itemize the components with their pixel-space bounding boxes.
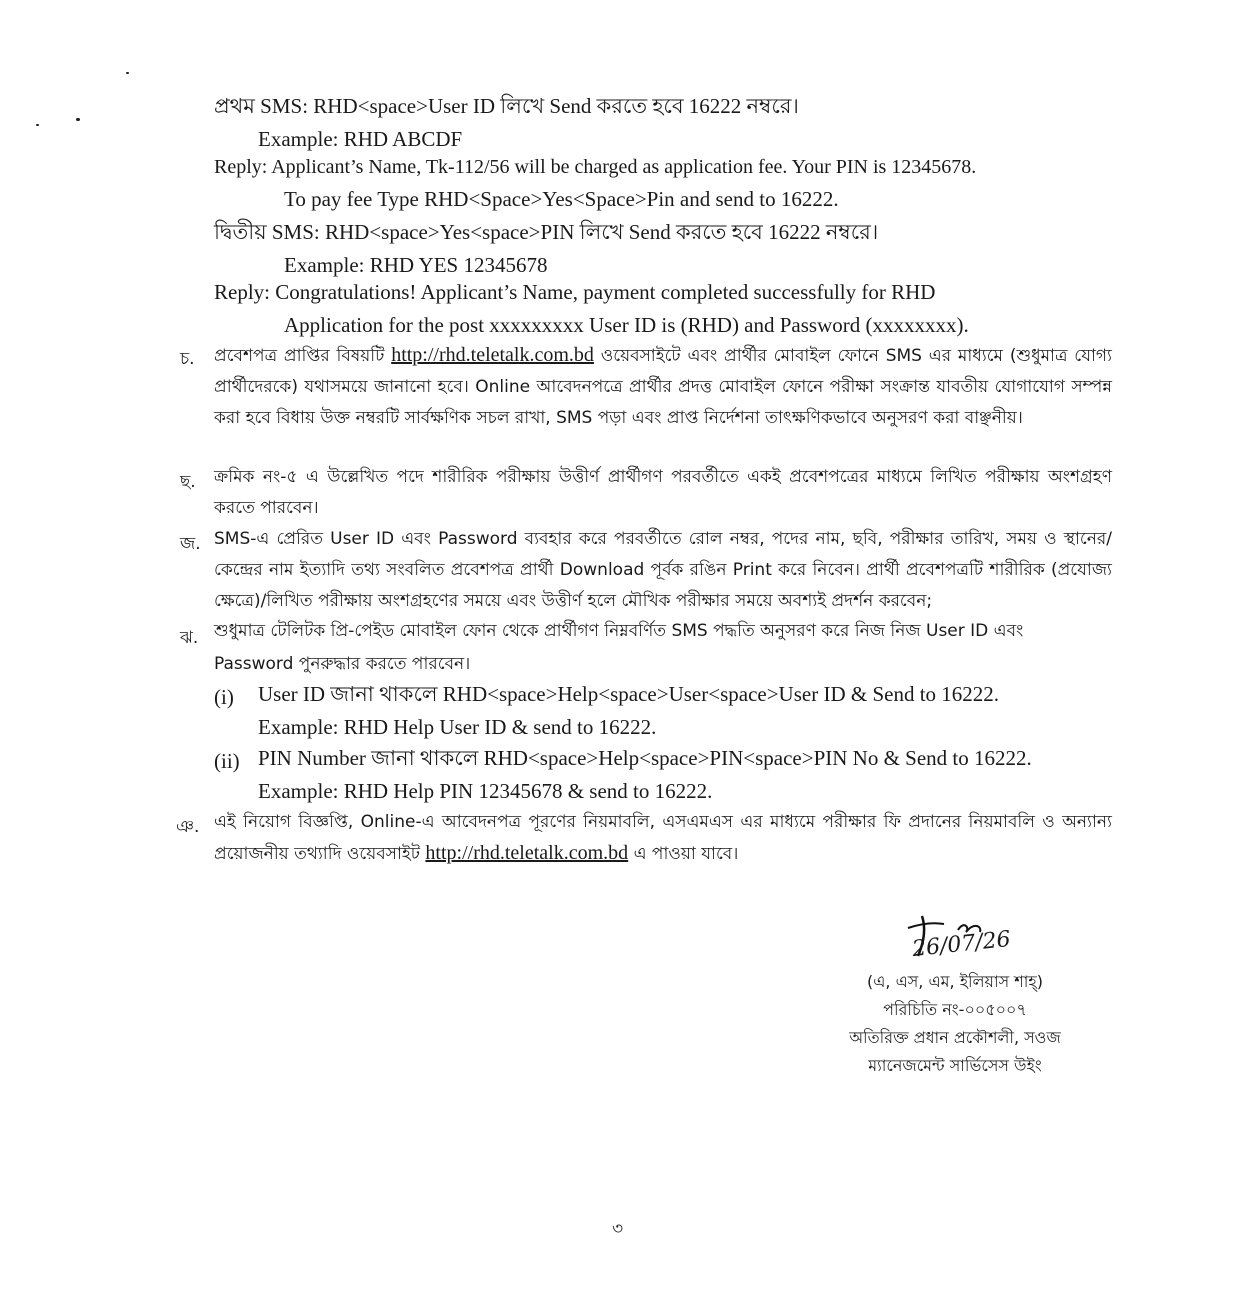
sub-item-ii-line2: Example: RHD Help PIN 12345678 & send to 16222. [258, 779, 713, 803]
website-link-2[interactable]: http://rhd.teletalk.com.bd [425, 842, 629, 864]
scan-speck [76, 118, 80, 121]
second-sms-example: Example: RHD YES 12345678 [284, 253, 548, 277]
website-link[interactable]: http://rhd.teletalk.com.bd [391, 344, 594, 366]
item-cha-text-part1: প্রবেশপত্র প্রাপ্তির বিষয়টি [214, 346, 385, 366]
item-marker-cha: চ. [180, 349, 195, 369]
signatory-id: পরিচিতি নং-০০৫০০৭ [883, 1000, 1027, 1019]
item-jha-line2: Password পুনরুদ্ধার করতে পারবেন। [214, 654, 471, 674]
signature-block [810, 968, 1100, 1080]
item-marker-chha: ছ. [180, 472, 196, 492]
sub-marker-i: (i) [214, 685, 234, 709]
item-jha-line1: শুধুমাত্র টেলিটক প্রি-পেইড মোবাইল ফোন থেকে প্রার্থীগণ নিম্নবর্ণিত SMS পদ্ধতি অনুসরণ করে নিজ নিজ User ID এবং [214, 621, 1024, 641]
page-number: ৩ [612, 1219, 624, 1239]
item-marker-ja: জ. [180, 534, 201, 554]
item-marker-jha: ঝ. [180, 628, 199, 648]
item-chha-paragraph: ক্রমিক নং-৫ এ উল্লেখিত পদে শারীরিক পরীক্ষায় উত্তীর্ণ প্রার্থীগণ পরবর্তীতে একই প্রবেশপত্রের মাধ্যমে লিখিত পরীক্ষায় অংশগ্রহণ করতে পারবেন। [214, 467, 1112, 518]
sub-item-ii-line1: PIN Number জানা থাকলে RHD<space>Help<space>PIN<space>PIN No & Send to 16222. [258, 746, 1032, 770]
scan-speck [36, 124, 39, 126]
second-reply-line1: Reply: Congratulations! Applicant’s Name, payment completed successfully for RHD [214, 280, 936, 304]
signatory-designation: অতিরিক্ত প্রধান প্রকৌশলী, সওজ [849, 1028, 1061, 1047]
item-nya-paragraph [214, 807, 1112, 870]
item-ja-paragraph: SMS-এ প্রেরিত User ID এবং Password ব্যবহার করে পরবর্তীতে রোল নম্বর, পদের নাম, ছবি, পরীক্ষার তারিখ, সময় ও স্থানের/কেন্দ্রের নাম ইত্যাদি তথ্য সংবলিত প্রবেশপত্র প্রার্থী Download পূর্বক রঙিন Print করে নিবেন। প্রার্থী প্রবেশপত্রটি শারীরিক (প্রযোজ্য ক্ষেত্রে)/লিখিত পরীক্ষায় অংশগ্রহণের সময়ে এবং উত্তীর্ণ হলে মৌখিক পরীক্ষার সময়ে অবশ্যই প্রদর্শন করবেন; [214, 529, 1112, 611]
second-reply-line2: Application for the post xxxxxxxxx User ID is (RHD) and Password (xxxxxxxx). [284, 313, 969, 337]
sub-item-i-line2: Example: RHD Help User ID & send to 16222. [258, 715, 657, 739]
first-sms-example: Example: RHD ABCDF [258, 127, 463, 151]
signatory-name: (এ, এস, এম, ইলিয়াস শাহ্) [866, 972, 1044, 991]
first-sms-line: প্রথম SMS: RHD<space>User ID লিখে Send করতে হবে 16222 নম্বরে। [214, 94, 799, 118]
first-reply-line2: To pay fee Type RHD<Space>Yes<Space>Pin and send to 16222. [284, 187, 839, 211]
sub-marker-ii: (ii) [214, 749, 240, 773]
scan-speck [126, 72, 129, 74]
item-cha-text-part2: ওয়েবসাইটে এবং প্রার্থীর মোবাইল ফোনে SMS এর মাধ্যমে (শুধুমাত্র যোগ্য প্রার্থীদেরকে) যথাসময়ে জানানো হবে। Online আবেদনপত্রে প্রার্থীর প্রদত্ত মোবাইল ফোনে পরীক্ষা সংক্রান্ত যাবতীয় যোগাযোগ সম্পন্ন করা হবে বিধায় উক্ত নম্বরটি সার্বক্ষণিক সচল রাখা, SMS পড়া এবং প্রাপ্ত নির্দেশনা তাৎক্ষণিকভাবে অনুসরণ করা বাঞ্ছনীয়। [214, 346, 1112, 428]
sub-item-i-line1: User ID জানা থাকলে RHD<space>Help<space>User<space>User ID & Send to 16222. [258, 682, 1000, 706]
signature-date: 26/07/26 [910, 926, 1012, 963]
item-nya-text-part2: এ পাওয়া যাবে। [633, 844, 739, 864]
item-nya-text-part1: এই নিয়োগ বিজ্ঞপ্তি, Online-এ আবেদনপত্র পূরণের নিয়মাবলি, এসএমএস এর মাধ্যমে পরীক্ষার ফি প্রদানের নিয়মাবলি ও অন্যান্য প্রয়োজনীয় তথ্যাদি ওয়েবসাইট [214, 812, 1112, 864]
item-marker-nya: ঞ. [176, 817, 200, 837]
first-reply-line1: Reply: Applicant’s Name, Tk-112/56 will be charged as application fee. Your PIN is 12345678. [214, 156, 977, 178]
second-sms-line: দ্বিতীয় SMS: RHD<space>Yes<space>PIN লিখে Send করতে হবে 16222 নম্বরে। [214, 220, 879, 244]
item-cha-paragraph [214, 340, 1112, 434]
signatory-wing: ম্যানেজমেন্ট সার্ভিসেস উইং [868, 1056, 1042, 1075]
